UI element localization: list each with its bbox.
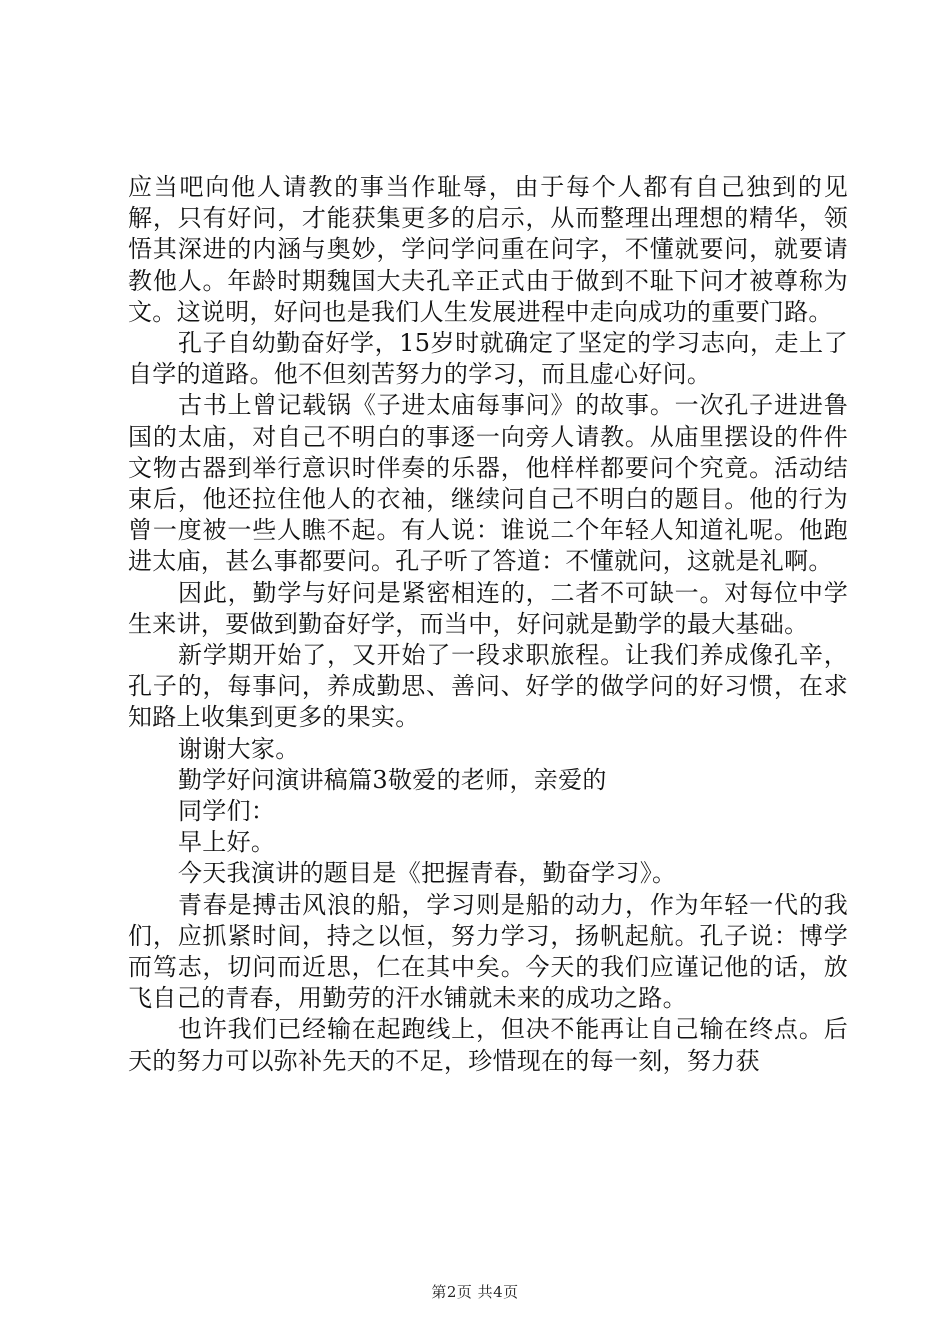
paragraph-12: 也许我们已经输在起跑线上，但决不能再让自己输在终点。后天的努力可以弥补先天的不足，珍惜现在的每一刻，努力获 — [128, 1015, 848, 1075]
paragraph-7: 勤学好问演讲稿篇3敬爱的老师，亲爱的 — [178, 765, 607, 794]
document-body — [128, 172, 848, 1077]
paragraph-2: 孔子自幼勤奋好学，15岁时就确定了坚定的学习志向，走上了自学的道路。他不但刻苦努力的学习，而且虚心好问。 — [128, 329, 848, 389]
paragraph-11: 青春是搏击风浪的船，学习则是船的动力，作为年轻一代的我们，应抓紧时间，持之以恒，努力学习，扬帆起航。孔子说：博学而笃志，切问而近思，仁在其中矣。今天的我们应谨记他的话，放飞自己的青春，用勤劳的汗水铺就未来的成功之路。 — [128, 890, 848, 1013]
paragraph-5: 新学期开始了，又开始了一段求职旅程。让我们养成像孔辛，孔子的，每事问，养成勤思、善问、好学的做学问的好习惯，在求知路上收集到更多的果实。 — [128, 641, 848, 732]
paragraph-9: 早上好。 — [178, 828, 276, 857]
paragraph-8: 同学们： — [178, 797, 276, 826]
paragraph-10: 今天我演讲的题目是《把握青春，勤奋学习》。 — [178, 859, 677, 888]
paragraph-6: 谢谢大家。 — [178, 734, 300, 763]
page-number-footer: 第2页 共4页 — [431, 1283, 519, 1301]
paragraph-1: 应当吧向他人请教的事当作耻辱，由于每个人都有自己独到的见解，只有好问，才能获集更多的启示，从而整理出理想的精华，领悟其深进的内涵与奥妙，学问学问重在问字，不懂就要问，就要请教他人。年龄时期魏国大夫孔辛正式由于做到不耻下问才被尊称为文。这说明，好问也是我们人生发展进程中走向成功的重要门路。 — [128, 173, 848, 326]
paragraph-3: 古书上曾记载锅《子进太庙每事问》的故事。一次孔子进进鲁国的太庙，对自己不明白的事逐一向旁人请教。从庙里摆设的件件文物古器到举行意识时伴奏的乐器，他样样都要问个究竟。活动结束后，他还拉住他人的衣袖，继续问自己不明白的题目。他的行为曾一度被一些人瞧不起。有人说：谁说二个年轻人知道礼呢。他跑进太庙，甚么事都要问。孔子听了答道：不懂就问，这就是礼啊。 — [128, 391, 848, 576]
paragraph-4: 因此，勤学与好问是紧密相连的，二者不可缺一。对每位中学生来讲，要做到勤奋好学，而当中，好问就是勤学的最大基础。 — [128, 578, 848, 638]
